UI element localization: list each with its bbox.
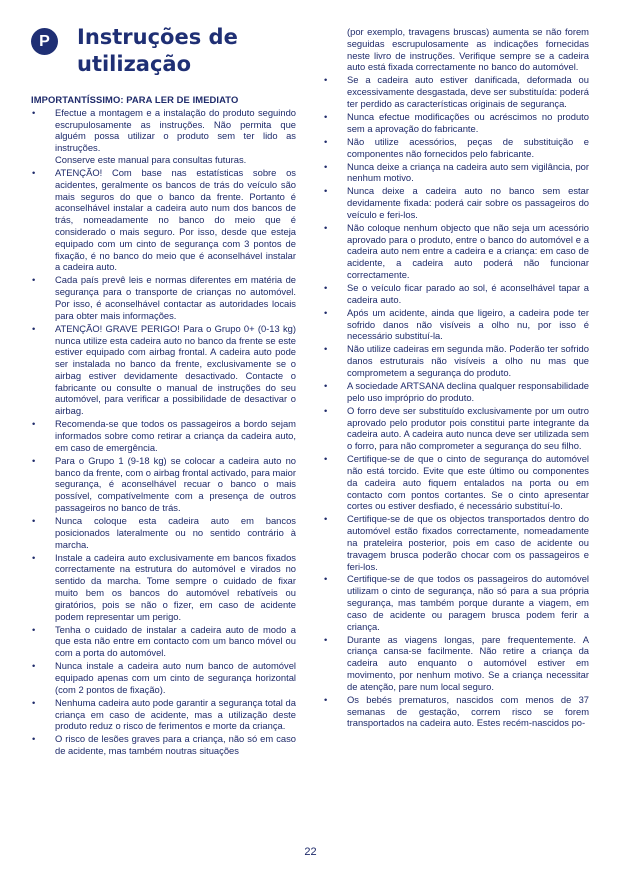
list-item: • Durante as viagens longas, pare frequentemente. A criança cansa-se facilmente. Não retire a criança da cadeira auto enquanto o automóvel estiver em movimento, por nenhum motivo. Se a criança necessitar de atenção, pare num local seguro. — [323, 634, 589, 693]
list-item: • ATENÇÃO! Com base nas estatísticas sobre os acidentes, geralmente os bancos de trás do veículo são mais seguros do que o banco da frente. Portanto é aconselhável instalar a cadeira auto num dos bancos de trás, nomeadamente no banco do meio que é considerado o mais seguro. Por isso, desde que esteja equipado com um cinto de segurança com 3 pontos de fixação, é no banco do meio que é aconselhável instalar a cadeira auto. — [31, 167, 296, 273]
right-column — [323, 26, 589, 730]
list-item: • Certifique-se de que todos os passageiros do automóvel utilizam o cinto de segurança, não só para a sua própria segurança, mas também porque durante a viagem, em caso de acidente ou paragem brusca podem ferir a criança. — [323, 573, 589, 632]
page-title: Instruções de utilização — [77, 25, 238, 76]
list-item: • O risco de lesões graves para a criança, não só em caso de acidente, mas também noutras situações — [31, 733, 296, 757]
continuation-text: (por exemplo, travagens bruscas) aumenta se não forem seguidas escrupulosamente as indicações fornecidas neste livro de instruções. Verifique sempre se a cadeira auto está fixada correctamente no banco do automóvel. — [347, 26, 589, 73]
section-heading: IMPORTANTÍSSIMO: PARA LER DE IMEDIATO — [31, 94, 239, 105]
list-item: • Certifique-se de que os objectos transportados dentro do automóvel estão fixados correctamente, nomeadamente na prateleira posterior, pois em caso de acidente ou travagem brusca poderão chocar com os passageiros e feri-los. — [323, 513, 589, 572]
list-item: • Cada país prevê leis e normas diferentes em matéria de segurança para o transporte de crianças no automóvel. Por isso, é aconselhável contactar as autoridades locais para obter mais informações. — [31, 274, 296, 321]
instruction-list-left — [31, 107, 296, 757]
list-item: • Nunca efectue modificações ou acréscimos no produto sem a aprovação do fabricante. — [323, 111, 589, 135]
left-column — [31, 94, 296, 758]
list-item: • A sociedade ARTSANA declina qualquer responsabilidade pelo uso impróprio do produto. — [323, 380, 589, 404]
page-number: 22 — [304, 846, 317, 858]
list-item: • Para o Grupo 1 (9-18 kg) se colocar a cadeira auto no banco da frente, com o airbag frontal activado, para maior segurança, é aconselhável recuar o banco o mais possível, compatívelmente com a presença de outros passageiros no banco de trás. — [31, 455, 296, 514]
list-item: • Se a cadeira auto estiver danificada, deformada ou excessivamente desgastada, deve ser substituída: poderá ter perdido as características originais de segurança. — [323, 74, 589, 109]
list-item: • O forro deve ser substituído exclusivamente por um outro aprovado pelo produtor pois constitui parte integrante da cadeira auto. A cadeira auto nunca deve ser utilizada sem o forro, para não comprometer a segurança do seu filho. — [323, 405, 589, 452]
list-item: • Nunca deixe a criança na cadeira auto sem vigilância, por nenhum motivo. — [323, 161, 589, 185]
list-item — [31, 107, 296, 166]
list-item: • Não coloque nenhum objecto que não seja um acessório aprovado para o produto, entre o banco do automóvel e a cadeira auto nem entre a cadeira e a criança: em caso de acidente, a cadeira auto poderá não funcionar correctamente. — [323, 222, 589, 281]
list-item: • Nunca instale a cadeira auto num banco de automóvel equipado apenas com um cinto de segurança horizontal (com 2 pontos de fixação). — [31, 660, 296, 695]
language-badge: P — [31, 28, 58, 55]
list-item: • Tenha o cuidado de instalar a cadeira auto de modo a que esta não entre em contacto com um banco móvel ou com a porta do automóvel. — [31, 624, 296, 659]
list-item: • Nunca coloque esta cadeira auto em bancos posicionados lateralmente ou no sentido contrário à marcha. — [31, 515, 296, 550]
list-item: • Não utilize acessórios, peças de substituição e componentes não fornecidos pelo fabricante. — [323, 136, 589, 160]
item-text: Efectue a montagem e a instalação do produto seguindo escrupulosamente as instruções. Não permita que alguém possa utilizar o produto sem ter lido as instruções. — [55, 106, 296, 154]
list-item: • Após um acidente, ainda que ligeiro, a cadeira pode ter sofrido danos não visíveis a olho nu, por isso é necessário substituí-la. — [323, 307, 589, 342]
list-item: • Instale a cadeira auto exclusivamente em bancos fixados correctamente na estrutura do automóvel e virados no sentido da marcha. Tome sempre o cuidado de fixar muito bem os bancos do automóvel rebatíveis ou giratórios, pois se não o fizer, em caso de acidente podem representar um perigo. — [31, 552, 296, 623]
item-subtext: Conserve este manual para consultas futuras. — [55, 153, 247, 165]
instruction-list-right — [323, 74, 589, 729]
list-item: • Nunca deixe a cadeira auto no banco sem estar devidamente fixada: poderá cair sobre os passageiros do veículo e feri-los. — [323, 185, 589, 220]
list-item: • Recomenda-se que todos os passageiros a bordo sejam informados sobre como retirar a criança da cadeira auto, em caso de emergência. — [31, 418, 296, 453]
list-item: • ATENÇÃO! GRAVE PERIGO! Para o Grupo 0+ (0-13 kg) nunca utilize esta cadeira auto no banco da frente se este estiver equipado com airbag frontal. A cadeira auto pode ser instalada no banco da frente, exclusivamente se o airbag estiver devidamente desactivado. Contacte o fabricante ou consulte o manual de instruções do seu automóvel, para verificar a possibilidade de desactivar o airbag. — [31, 323, 296, 417]
list-item: • Certifique-se de que o cinto de segurança do automóvel não está torcido. Evite que este último ou componentes da cadeira auto fiquem entalados na porta ou em contacto com pontos cortantes. Se o cinto apresentar cortes ou estiver desfiado, é necessário substituí-lo. — [323, 453, 589, 512]
list-item: • Se o veículo ficar parado ao sol, é aconselhável tapar a cadeira auto. — [323, 282, 589, 306]
list-item: • Os bebés prematuros, nascidos com menos de 37 semanas de gestação, correm risco se forem transportados na cadeira auto. Estes recém-nascidos po- — [323, 694, 589, 729]
list-item: • Nenhuma cadeira auto pode garantir a segurança total da criança em caso de acidente, mas a utilização deste produto reduz o risco de ferimentos e morte da criança. — [31, 697, 296, 732]
list-item: • Não utilize cadeiras em segunda mão. Poderão ter sofrido danos estruturais não visíveis a olho nu mas que comprometem a segurança do produto. — [323, 343, 589, 378]
